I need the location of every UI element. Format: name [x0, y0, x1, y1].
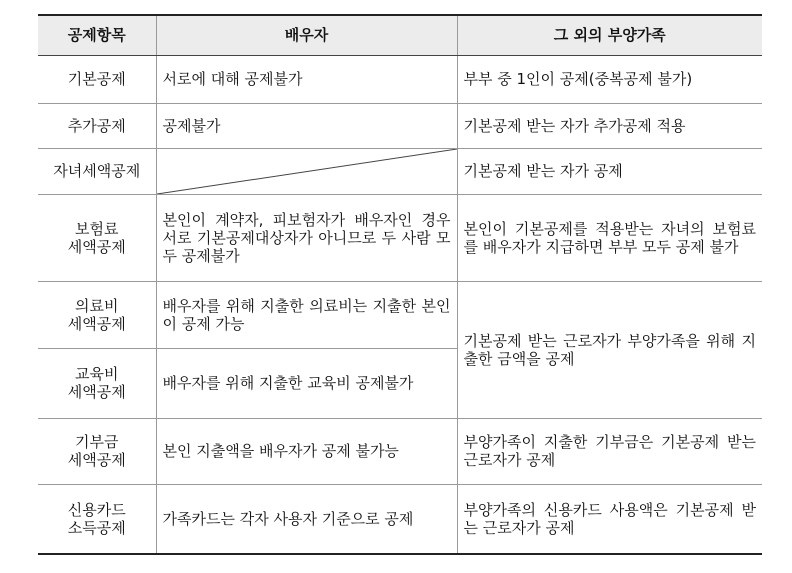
table-row: [38, 55, 762, 103]
spouse-donation-credit: 본인 지출액을 배우자가 공제 불가능: [156, 418, 457, 484]
deduction-comparison-table: [38, 14, 762, 555]
table-row: [38, 148, 762, 194]
other-basic-deduction: 부부 중 1인이 공제(중복공제 불가): [457, 55, 762, 103]
header-item: 공제항목: [38, 15, 156, 55]
other-donation-credit: 부양가족이 지출한 기부금은 기본공제 받는 근로자가 공제: [457, 418, 762, 484]
item-medical-credit: 의료비 세액공제: [38, 281, 156, 348]
spouse-medical-credit: 배우자를 위해 지출한 의료비는 지출한 본인이 공제 가능: [156, 281, 457, 348]
other-child-tax-credit: 기본공제 받는 자가 공제: [457, 148, 762, 194]
other-insurance-credit: 본인이 기본공제를 적용받는 자녀의 보험료를 배우자가 지급하면 부부 모두 공제 불가: [457, 194, 762, 281]
spouse-additional-deduction: 공제불가: [156, 103, 457, 148]
spouse-credit-card-deduction: 가족카드는 각자 사용자 기준으로 공제: [156, 484, 457, 554]
other-medical-education-credit: 기본공제 받는 근로자가 부양가족을 위해 지출한 금액을 공제: [457, 281, 762, 418]
header-other-dependents: 그 외의 부양가족: [457, 15, 762, 55]
item-additional-deduction: 추가공제: [38, 103, 156, 148]
item-basic-deduction: 기본공제: [38, 55, 156, 103]
spouse-education-credit: 배우자를 위해 지출한 교육비 공제불가: [156, 348, 457, 418]
item-credit-card-deduction: 신용카드 소득공제: [38, 484, 156, 554]
item-child-tax-credit: 자녀세액공제: [38, 148, 156, 194]
table-row: [38, 281, 762, 348]
spouse-insurance-credit: 본인이 계약자, 피보험자가 배우자인 경우 서로 기본공제대상자가 아니므로 두 사람 모두 공제불가: [156, 194, 457, 281]
header-spouse: 배우자: [156, 15, 457, 55]
table-row: [38, 418, 762, 484]
spouse-child-credit-not-applicable: [156, 148, 457, 194]
other-credit-card-deduction: 부양가족의 신용카드 사용액은 기본공제 받는 근로자가 공제: [457, 484, 762, 554]
spouse-basic-deduction: 서로에 대해 공제불가: [156, 55, 457, 103]
table-row: [38, 194, 762, 281]
table-row: [38, 103, 762, 148]
item-donation-credit: 기부금 세액공제: [38, 418, 156, 484]
other-additional-deduction: 기본공제 받는 자가 추가공제 적용: [457, 103, 762, 148]
item-education-credit: 교육비 세액공제: [38, 348, 156, 418]
header-row: [38, 15, 762, 55]
diagonal-line: [157, 149, 457, 194]
table-row: [38, 484, 762, 554]
item-insurance-credit: 보험료 세액공제: [38, 194, 156, 281]
